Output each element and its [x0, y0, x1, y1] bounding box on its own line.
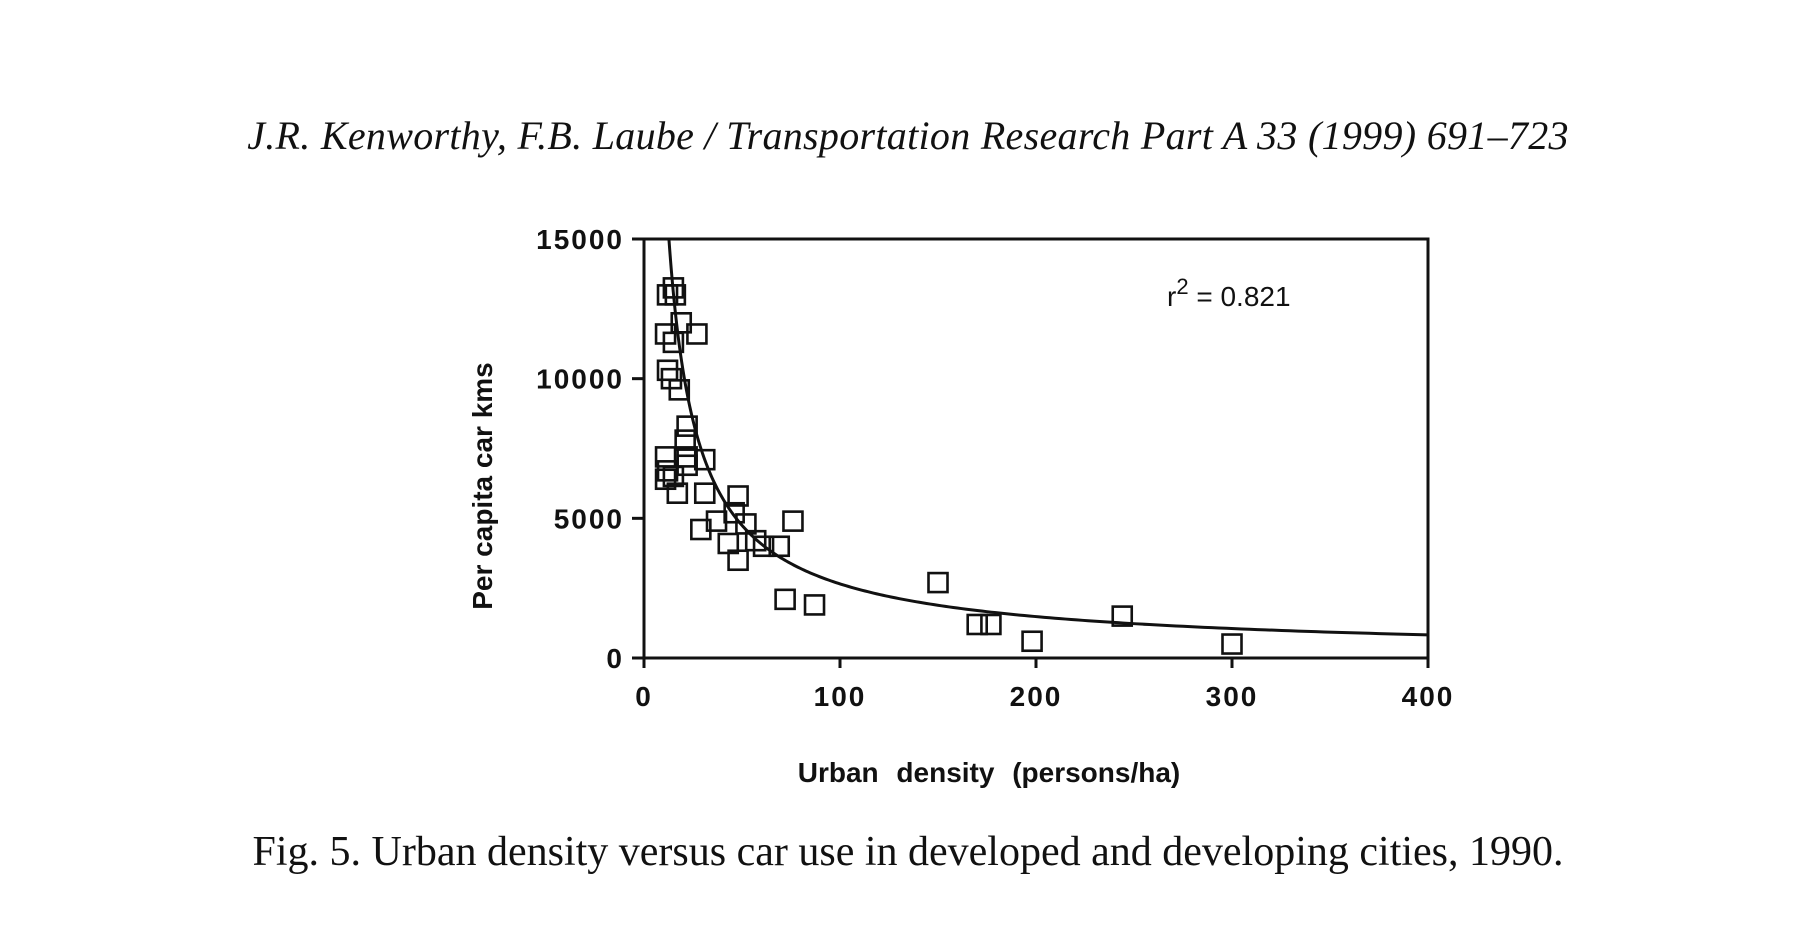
y-axis	[536, 224, 644, 674]
plot-border	[644, 239, 1428, 658]
fit-curve-group	[660, 239, 1428, 635]
data-point	[783, 512, 802, 531]
data-point	[981, 615, 1000, 634]
x-tick-label: 200	[1009, 681, 1063, 712]
y-tick-label: 0	[606, 643, 624, 674]
figure-caption: Fig. 5. Urban density versus car use in developed and developing cities, 1990.	[252, 829, 1564, 875]
r-squared-base: r	[1167, 281, 1177, 312]
data-point	[929, 573, 948, 592]
r-squared-value: = 0.821	[1188, 281, 1291, 312]
fit-curve	[660, 239, 1428, 635]
y-tick-label: 10000	[536, 363, 624, 395]
data-points	[656, 278, 1241, 653]
running-header: J.R. Kenworthy, F.B. Laube / Transportation Research Part A 33 (1999) 691–723	[247, 113, 1569, 158]
r-squared-annotation	[1167, 274, 1291, 312]
data-point	[695, 484, 714, 503]
x-tick-label: 300	[1205, 681, 1259, 712]
x-tick-label: 400	[1401, 681, 1455, 712]
x-axis	[635, 658, 1454, 712]
data-point	[805, 595, 824, 614]
data-point	[776, 590, 795, 609]
data-point	[1223, 635, 1242, 654]
y-tick-label: 5000	[553, 503, 624, 535]
x-tick-label: 100	[813, 681, 867, 712]
data-point	[1023, 632, 1042, 651]
x-tick-label: 0	[635, 681, 653, 712]
x-axis-label: Urban density (persons/ha)	[797, 757, 1181, 788]
y-tick-label: 15000	[536, 224, 624, 255]
plot-frame	[644, 239, 1428, 658]
r-squared-superscript: 2	[1176, 274, 1189, 299]
y-axis-label: Per capita car kms	[467, 362, 498, 610]
data-point	[968, 615, 987, 634]
